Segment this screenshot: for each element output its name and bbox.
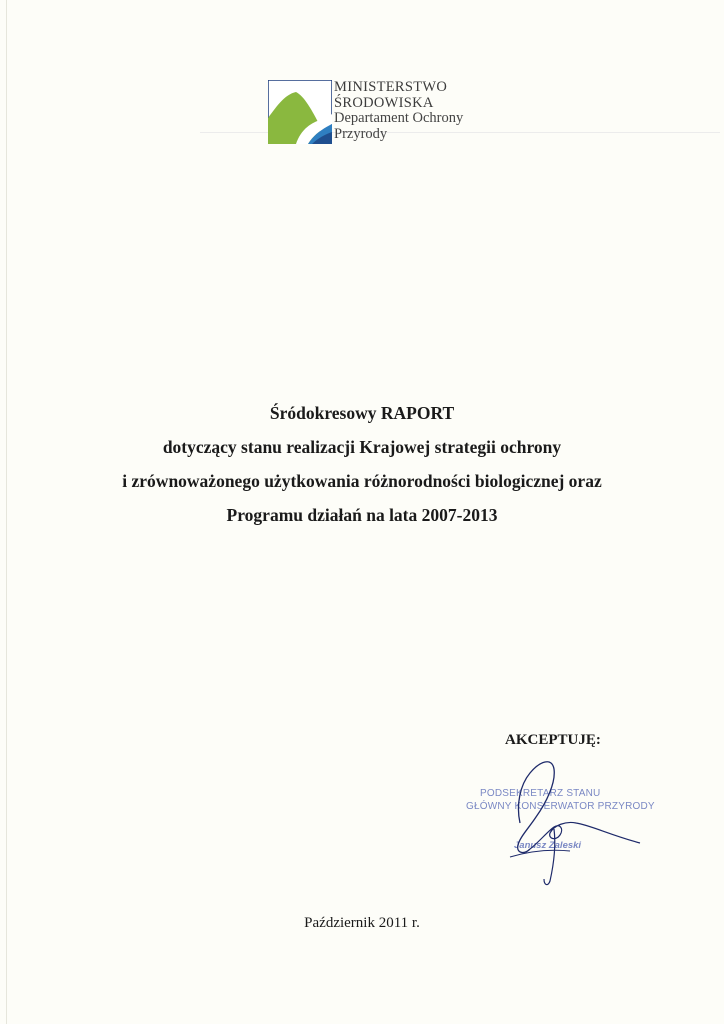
- logo-line-2: ŚRODOWISKA: [334, 94, 434, 111]
- logo-line-1: MINISTERSTWO: [334, 79, 448, 95]
- ministry-logo-icon: [268, 80, 332, 149]
- department-line-1: Departament Ochrony: [334, 110, 464, 126]
- stamp-position: GŁÓWNY KONSERWATOR PRZYRODY: [466, 801, 655, 812]
- department-line-2: Przyrody: [334, 125, 388, 142]
- stamp-title: PODSEKRETARZ STANU: [480, 788, 601, 799]
- report-title: [0, 396, 724, 532]
- title-line-3: i zrównoważonego użytkowania różnorodności biologicznej oraz: [122, 471, 602, 491]
- title-line-2: dotyczący stanu realizacji Krajowej strategii ochrony: [162, 437, 562, 457]
- document-date: Październik 2011 r.: [304, 915, 420, 931]
- title-line-1: Śródokresowy RAPORT: [269, 403, 455, 423]
- stamp-name: Janusz Zaleski: [514, 840, 582, 851]
- approval-label: AKCEPTUJĘ:: [505, 732, 601, 748]
- title-line-4: Programu działań na lata 2007-2013: [226, 505, 498, 525]
- handwritten-signature-icon: [490, 745, 660, 890]
- ministry-name: [334, 80, 534, 142]
